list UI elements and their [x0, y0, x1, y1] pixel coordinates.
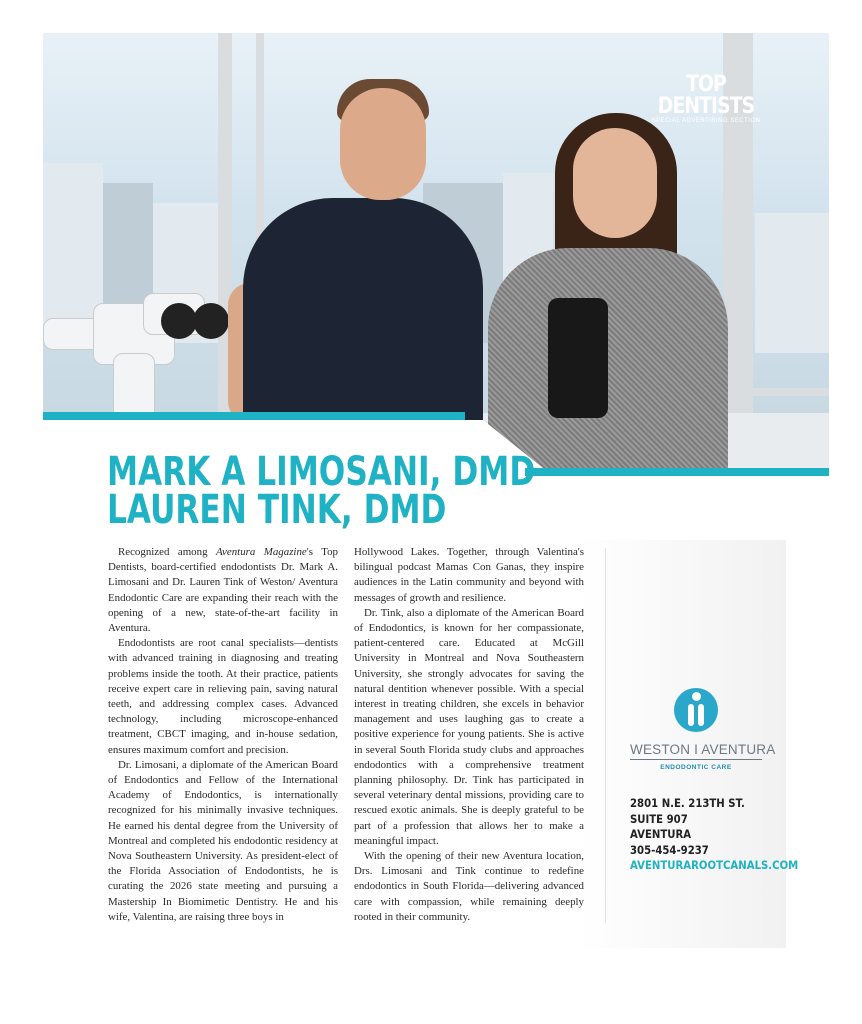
- address-line-1: 2801 N.E. 213TH ST.: [630, 796, 745, 810]
- column-divider: [605, 548, 606, 923]
- website-link[interactable]: AVENTURAROOTCANALS.COM: [630, 858, 799, 873]
- practice-subtitle: ENDODONTIC CARE: [660, 764, 732, 771]
- woman-figure: [488, 248, 728, 473]
- accent-band-right: [525, 468, 829, 476]
- paragraph: With the opening of their new Aventura location, Drs. Limosani and Tink continue to redefine endodontics in South Florida—delivering advanced care with compassion, while remaining deeply rooted in their community.: [354, 850, 584, 923]
- accent-band-left: [43, 412, 465, 420]
- paragraph: Hollywood Lakes. Together, through Valentina's bilingual podcast Mamas Con Ganas, they inspire audiences in the Latin community and beyond with messages of growth and resilience.: [354, 546, 584, 604]
- paragraph: Endodontists are root canal specialists—dentists with advanced training in diagnosing and treating problems inside the tooth. At their practice, patients receive expert care in relieving pain, saving natural teeth, and addressing complex cases. Advanced technology, including microscope-enhanced treatment, CBCT imaging, and in-house sedation, ensures maximum comfort and precision.: [108, 637, 338, 756]
- title-line-2: LAUREN TINK, DMD: [107, 487, 447, 533]
- logo-subtitle: SPECIAL ADVERTISING SECTION: [651, 118, 761, 124]
- paragraph: Dr. Limosani, a diplomate of the American Board of Endodontics and Fellow of the International Academy of Endodontics, is internationally recognized for his minimally invasive techniques. He earned his dental degree from the University of Montreal and completed his endodontic residency at Nova Southeastern University. As president-elect of the Florida Association of Endodontists, he is curating the 2026 state meeting and pursuing a Mastership In Biomimetic Dentistry. He and his wife, Valentina, are raising three boys in: [108, 758, 338, 923]
- contact-info: [630, 796, 798, 874]
- paragraph: Dr. Tink, also a diplomate of the American Board of Endodontics, is known for her compassionate, patient-centered care. Educated at McGill University in Montreal and Nova Southeastern University, she strongly advocates for saving the natural dentition whenever possible. With a special interest in treating children, she excels in behavior management and uses laughing gas to create a positive experience for young patients. She is active in several South Florida study clubs and approaches endodontics with a comprehensive treatment planning philosophy. Dr. Tink has participated in several veterinary dental missions, providing care to rescued exotic animals. She is deeply grateful to be part of a profession that allows her to make a meaningful impact.: [354, 606, 584, 847]
- practice-logo: [630, 688, 776, 771]
- phone-number: 305-454-9237: [630, 842, 709, 857]
- logo-title: TOP DENTISTS: [657, 72, 755, 119]
- address-line-2: SUITE 907: [630, 811, 688, 826]
- paragraph: Recognized among Aventura Magazine's Top Dentists, board-certified endodontists Dr. Mark A. Limosani and Dr. Lauren Tink of Weston/ Aventura Endodontic Care are expanding their reach with the opening of a new, state-of-the-art facility in Aventura.: [108, 546, 339, 635]
- top-dentists-logo: [631, 74, 781, 124]
- article-column-2: [354, 545, 584, 925]
- title-line-1: MARK A LIMOSANI, DMD: [107, 449, 536, 495]
- tooth-person-icon: [674, 688, 718, 732]
- page-title: [107, 449, 536, 533]
- article-column-1: [108, 545, 338, 925]
- address-city: AVENTURA: [630, 827, 692, 842]
- practice-name: WESTON I AVENTURA: [630, 742, 762, 760]
